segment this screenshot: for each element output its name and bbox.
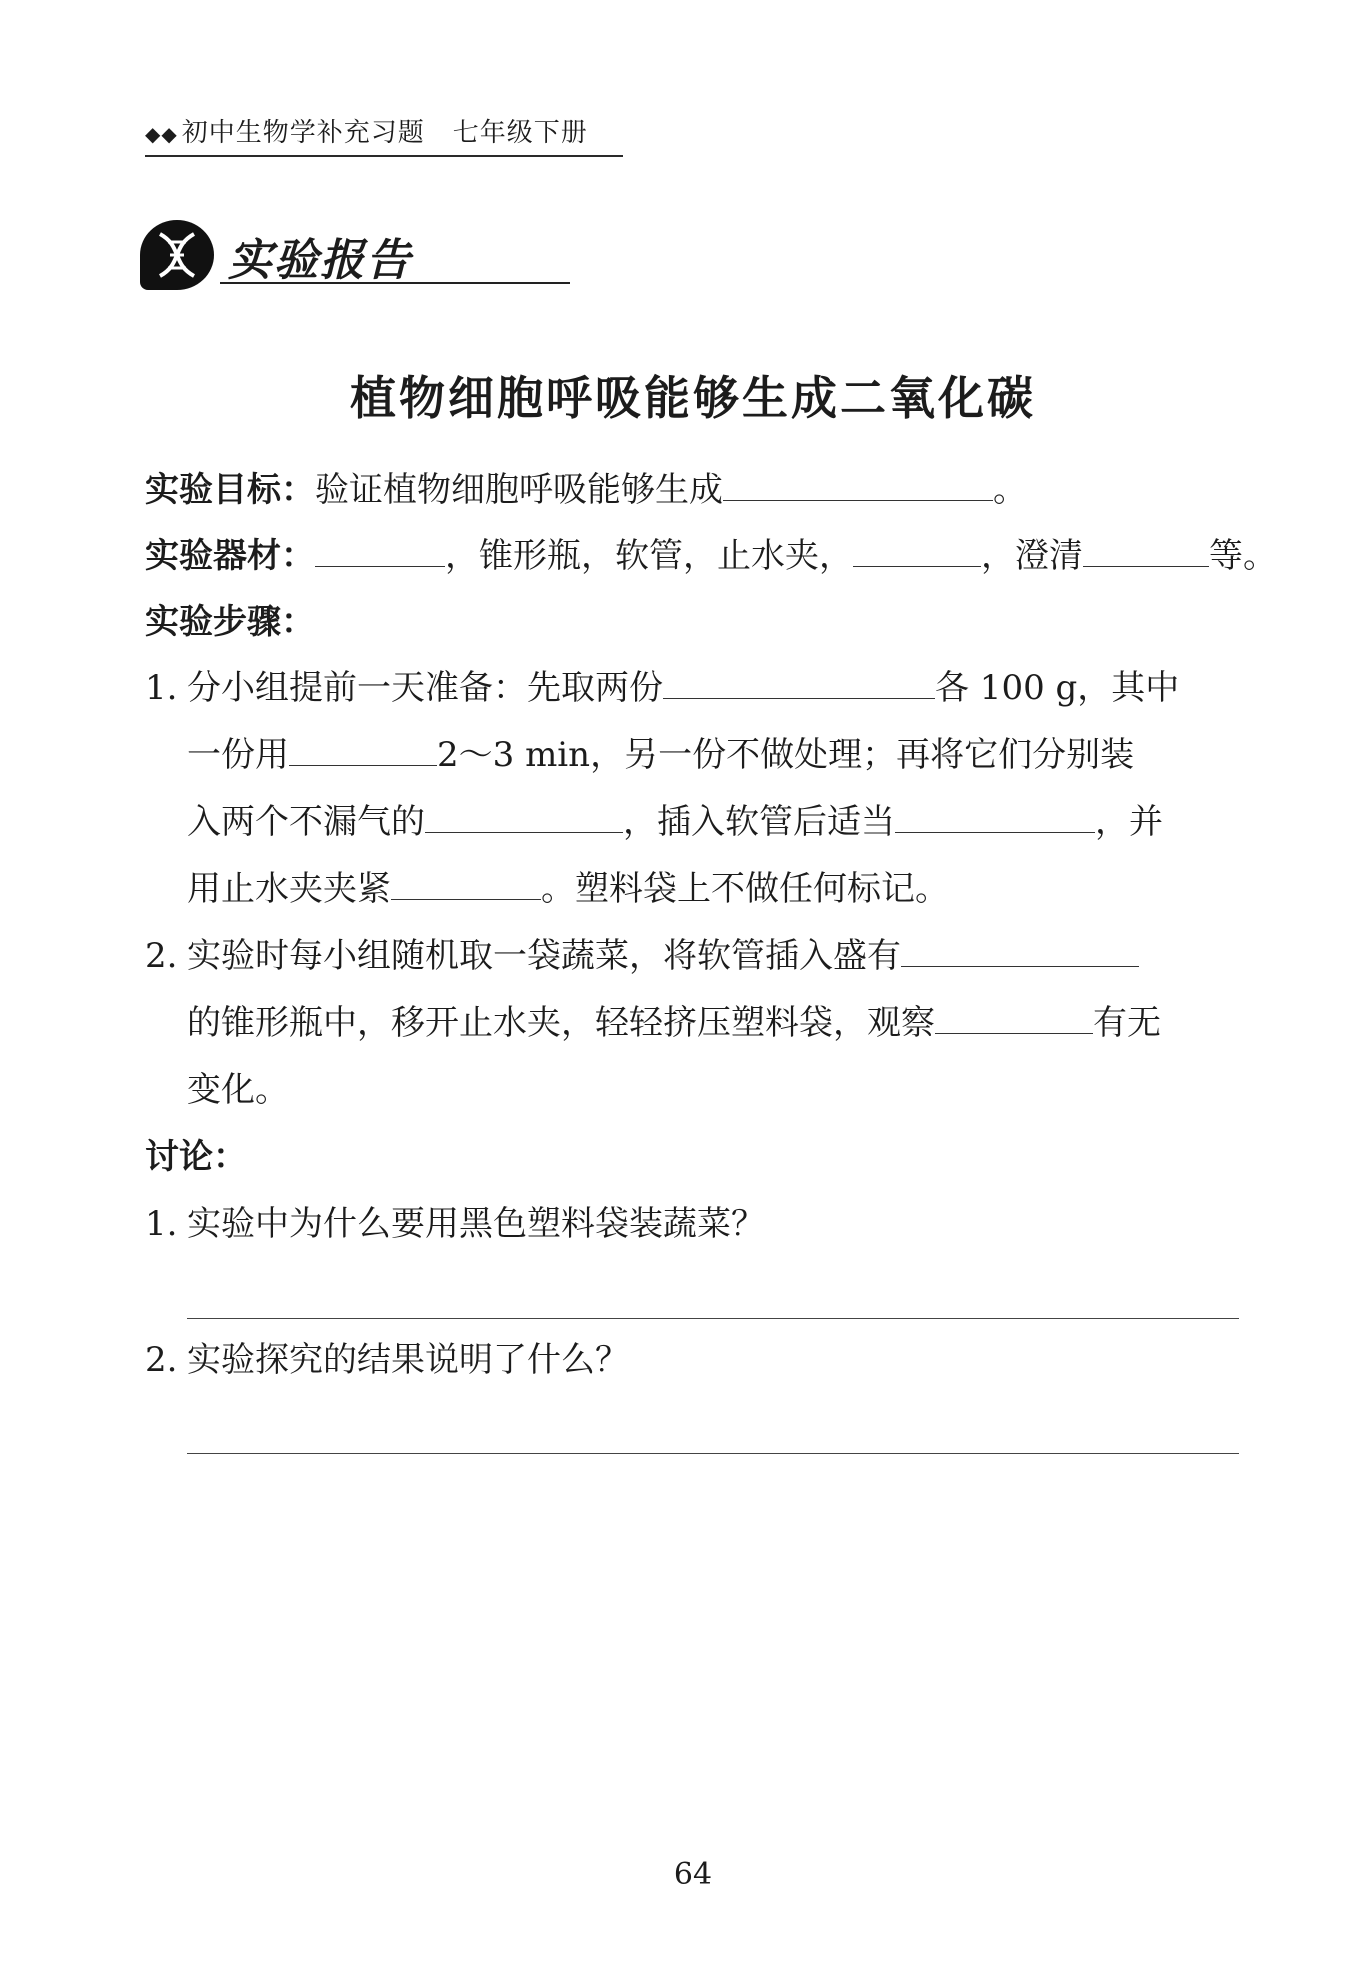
q1-answer-line[interactable] bbox=[187, 1318, 1239, 1319]
step1-text-d: 2～3 min，另一份不做处理；再将它们分别装 bbox=[437, 735, 1135, 775]
step2-number: 2. bbox=[145, 936, 178, 976]
goal-text: 验证植物细胞呼吸能够生成 bbox=[315, 470, 723, 510]
materials-part1: ，锥形瓶，软管，止水夹， bbox=[445, 536, 853, 576]
step2-text-b: 的锥形瓶中，移开止水夹，轻轻挤压塑料袋，观察 bbox=[187, 1003, 935, 1043]
step1-blank-2[interactable] bbox=[289, 735, 437, 766]
q2-number: 2. bbox=[145, 1340, 178, 1380]
goal-line bbox=[145, 470, 1027, 511]
step1-text-f: ，插入软管后适当 bbox=[623, 802, 895, 842]
section-title: 实验报告 bbox=[228, 235, 412, 286]
step2-text-c: 有无 bbox=[1093, 1003, 1161, 1043]
step2-text-a: 实验时每小组随机取一袋蔬菜，将软管插入盛有 bbox=[187, 936, 901, 976]
section-heading bbox=[140, 218, 440, 292]
step2-line3 bbox=[187, 1070, 289, 1111]
materials-label: 实验器材： bbox=[145, 536, 315, 576]
step2-text-d: 变化。 bbox=[187, 1070, 289, 1110]
step1-text-g: ，并 bbox=[1095, 802, 1163, 842]
dna-icon bbox=[140, 220, 214, 290]
step1-blank-1[interactable] bbox=[663, 668, 935, 699]
section-rule bbox=[220, 282, 570, 284]
materials-blank-2[interactable] bbox=[853, 536, 981, 567]
step1-text-e: 入两个不漏气的 bbox=[187, 802, 425, 842]
step2-blank-1[interactable] bbox=[901, 936, 1139, 967]
step1-text-h: 用止水夹夹紧 bbox=[187, 869, 391, 909]
step1-blank-4[interactable] bbox=[895, 802, 1095, 833]
step1-blank-5[interactable] bbox=[391, 869, 541, 900]
book-title: 初中生物学补充习题 bbox=[181, 118, 425, 148]
materials-blank-1[interactable] bbox=[315, 536, 445, 567]
q1-number: 1. bbox=[145, 1204, 178, 1244]
step1-text-i: 。塑料袋上不做任何标记。 bbox=[541, 869, 949, 909]
step1-text-b: 各 100 g，其中 bbox=[935, 668, 1180, 708]
discussion-label: 讨论： bbox=[145, 1137, 247, 1177]
step1-line3 bbox=[187, 802, 1163, 843]
step1-line4 bbox=[187, 869, 949, 910]
question-2 bbox=[145, 1340, 629, 1381]
goal-end: 。 bbox=[993, 470, 1027, 510]
discussion-label-line bbox=[145, 1137, 247, 1178]
materials-line bbox=[145, 536, 1277, 577]
running-header bbox=[145, 112, 623, 157]
step1-line1 bbox=[145, 668, 1179, 709]
step1-blank-3[interactable] bbox=[425, 802, 623, 833]
steps-label: 实验步骤： bbox=[145, 602, 315, 642]
q1-text: 实验中为什么要用黑色塑料袋装蔬菜？ bbox=[187, 1204, 765, 1244]
question-1 bbox=[145, 1204, 765, 1245]
materials-part2: ，澄清 bbox=[981, 536, 1083, 576]
experiment-title: 植物细胞呼吸能够生成二氧化碳 bbox=[350, 371, 1036, 425]
q2-answer-line[interactable] bbox=[187, 1453, 1239, 1454]
step1-number: 1. bbox=[145, 668, 178, 708]
materials-part3: 等。 bbox=[1209, 536, 1277, 576]
step2-blank-2[interactable] bbox=[935, 1003, 1093, 1034]
steps-label-line bbox=[145, 602, 315, 643]
grade-label: 七年级下册 bbox=[452, 118, 588, 148]
page-number: 64 bbox=[673, 1857, 713, 1892]
step1-text-c: 一份用 bbox=[187, 735, 289, 775]
step1-text-a: 分小组提前一天准备：先取两份 bbox=[187, 668, 663, 708]
step2-line2 bbox=[187, 1003, 1161, 1044]
goal-label: 实验目标： bbox=[145, 470, 315, 510]
goal-blank[interactable] bbox=[723, 470, 993, 501]
step1-line2 bbox=[187, 735, 1134, 776]
materials-blank-3[interactable] bbox=[1083, 536, 1209, 567]
q2-text: 实验探究的结果说明了什么？ bbox=[187, 1340, 629, 1380]
diamond-icon: ◆◆ bbox=[145, 122, 178, 146]
step2-line1 bbox=[145, 936, 1139, 977]
